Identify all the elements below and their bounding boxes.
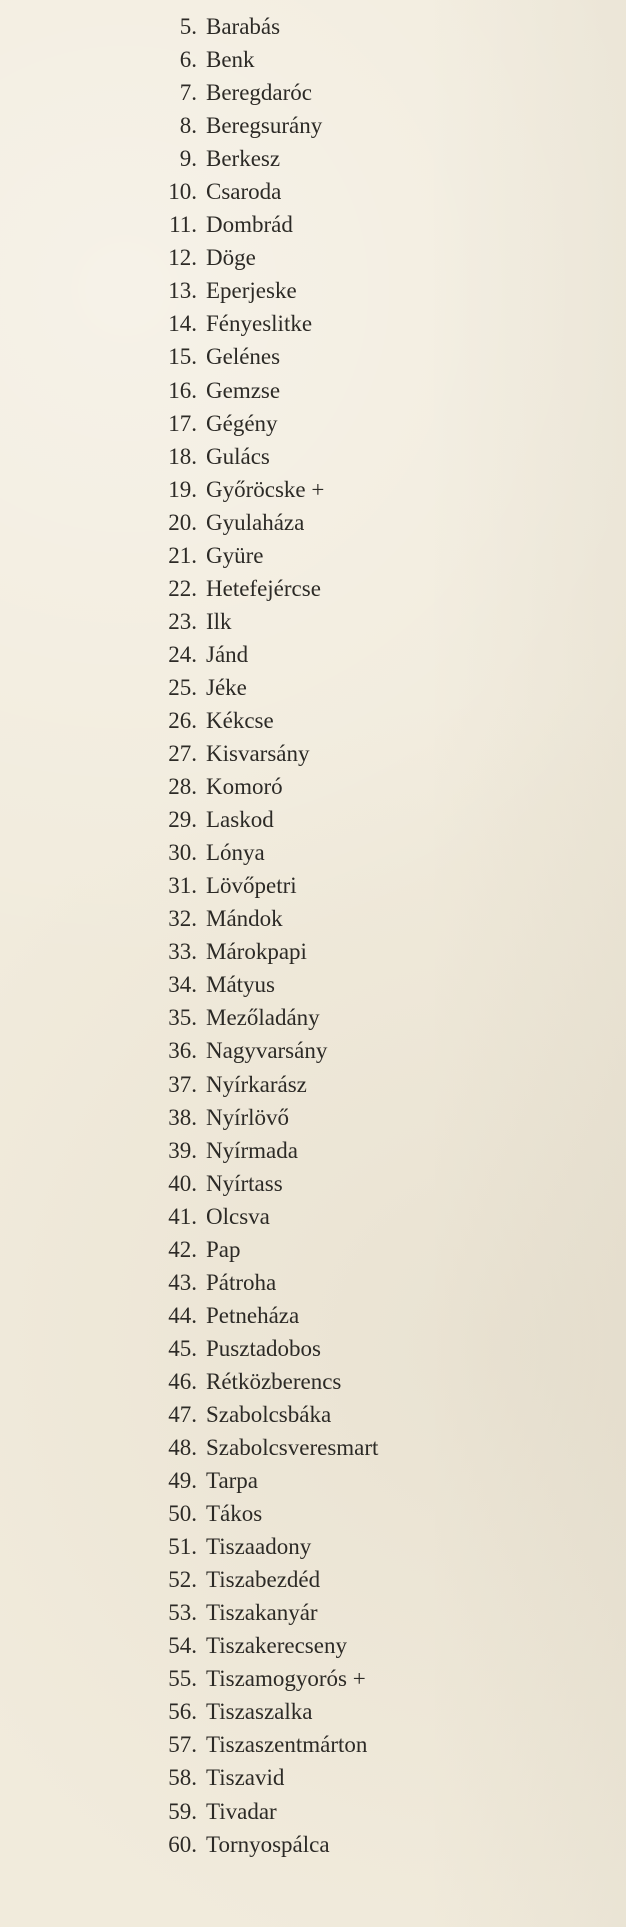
settlement-name: Lónya (206, 840, 265, 866)
item-number: 8. (179, 113, 197, 139)
list-item (0, 605, 378, 638)
item-number: 32. (168, 906, 197, 932)
settlement-name: Gyüre (206, 542, 264, 568)
settlement-name: Mezőladány (206, 1005, 320, 1031)
list-item (0, 1563, 378, 1596)
item-number: 46. (168, 1368, 197, 1394)
item-number: 37. (168, 1071, 197, 1097)
list-item (0, 1464, 378, 1497)
item-number: 23. (168, 608, 197, 634)
settlement-name: Tiszaszentmárton (206, 1732, 368, 1758)
list-item (0, 1761, 378, 1794)
item-number: 30. (168, 840, 197, 866)
item-number: 35. (168, 1005, 197, 1031)
settlement-name: Jéke (206, 674, 247, 700)
item-number: 13. (168, 278, 197, 304)
list-item (0, 1167, 378, 1200)
list-item (0, 1068, 378, 1101)
list-item (0, 902, 378, 935)
item-number: 51. (168, 1534, 197, 1560)
settlement-name: Dombrád (206, 212, 293, 238)
item-number: 18. (168, 443, 197, 469)
list-item (0, 1728, 378, 1761)
settlement-name: Tákos (206, 1501, 263, 1527)
list-item (0, 1662, 378, 1695)
item-number: 36. (168, 1038, 197, 1064)
settlement-name: Gégény (206, 410, 278, 436)
list-item (0, 836, 378, 869)
settlement-name: Barabás (206, 14, 281, 39)
list-item (0, 1365, 378, 1398)
list-item (0, 935, 378, 968)
item-number: 6. (179, 47, 197, 73)
list-item (0, 208, 378, 241)
list-item (0, 274, 378, 307)
settlement-name: Hetefejércse (206, 575, 321, 601)
settlement-name: Beregsurány (206, 113, 323, 139)
item-number: 21. (168, 542, 197, 568)
list-item (0, 1795, 378, 1828)
list-item (0, 175, 378, 208)
settlement-name: Ilk (206, 608, 232, 634)
settlement-name: Tiszakanyár (206, 1600, 318, 1626)
list-item (0, 1431, 378, 1464)
list-item (0, 10, 378, 43)
item-number: 56. (168, 1699, 197, 1725)
settlement-name: Laskod (206, 807, 274, 833)
list-item (0, 407, 378, 440)
item-number: 7. (179, 80, 197, 106)
list-item (0, 704, 378, 737)
item-number: 14. (168, 311, 197, 337)
item-number: 38. (168, 1104, 197, 1130)
item-number: 25. (168, 674, 197, 700)
item-number: 40. (168, 1170, 197, 1196)
list-item (0, 572, 378, 605)
list-item (0, 76, 378, 109)
list-item (0, 142, 378, 175)
item-number: 60. (168, 1831, 197, 1857)
list-item (0, 374, 378, 407)
item-number: 55. (168, 1666, 197, 1692)
settlement-name: Jánd (206, 641, 249, 667)
settlement-name: Csaroda (206, 179, 282, 205)
item-number: 31. (168, 873, 197, 899)
list-item (0, 506, 378, 539)
list-item (0, 638, 378, 671)
list-item (0, 43, 378, 76)
list-item (0, 1629, 378, 1662)
settlement-name: Márokpapi (206, 939, 307, 965)
list-item (0, 1001, 378, 1034)
list-item (0, 1134, 378, 1167)
item-number: 58. (168, 1765, 197, 1791)
item-number: 15. (168, 344, 197, 370)
settlement-name: Rétközberencs (206, 1368, 342, 1394)
settlement-name: Pátroha (206, 1269, 277, 1295)
settlement-name: Nyírkarász (206, 1071, 307, 1097)
item-number: 28. (168, 774, 197, 800)
list-item (0, 241, 378, 274)
settlement-name: Tiszabezdéd (206, 1567, 321, 1593)
settlement-name: Pap (206, 1236, 241, 1262)
settlement-name: Nyírlövő (206, 1104, 290, 1130)
item-number: 44. (168, 1302, 197, 1328)
settlement-name: Berkesz (206, 146, 281, 172)
item-number: 39. (168, 1137, 197, 1163)
item-number: 12. (168, 245, 197, 271)
settlement-name: Nyírmada (206, 1137, 298, 1163)
list-item (0, 737, 378, 770)
settlement-name: Beregdaróc (206, 80, 312, 106)
item-number: 48. (168, 1435, 197, 1461)
list-item (0, 1332, 378, 1365)
list-item (0, 1266, 378, 1299)
settlement-name: Mátyus (206, 972, 275, 998)
settlement-list (0, 10, 378, 1861)
settlement-name: Gelénes (206, 344, 281, 370)
settlement-name: Eperjeske (206, 278, 297, 304)
list-item (0, 1299, 378, 1332)
settlement-name: Gyulaháza (206, 509, 305, 535)
settlement-name: Tiszaszalka (206, 1699, 313, 1725)
list-item (0, 307, 378, 340)
settlement-name: Győröcske + (206, 476, 325, 502)
item-number: 47. (168, 1401, 197, 1427)
settlement-name: Olcsva (206, 1203, 270, 1229)
item-number: 16. (168, 377, 197, 403)
settlement-name: Kisvarsány (206, 741, 310, 767)
item-number: 33. (168, 939, 197, 965)
list-item (0, 770, 378, 803)
list-item (0, 1695, 378, 1728)
item-number: 50. (168, 1501, 197, 1527)
settlement-name: Benk (206, 47, 255, 73)
item-number: 20. (168, 509, 197, 535)
item-number: 19. (168, 476, 197, 502)
settlement-name: Döge (206, 245, 256, 271)
settlement-name: Tivadar (206, 1798, 277, 1824)
list-item (0, 803, 378, 836)
item-number: 45. (168, 1335, 197, 1361)
settlement-name: Szabolcsbáka (206, 1401, 332, 1427)
list-item (0, 869, 378, 902)
item-number: 17. (168, 410, 197, 436)
settlement-name: Tarpa (206, 1468, 259, 1494)
item-number: 9. (179, 146, 197, 172)
list-item (0, 539, 378, 572)
item-number: 22. (168, 575, 197, 601)
item-number: 41. (168, 1203, 197, 1229)
item-number: 11. (169, 212, 197, 238)
list-item (0, 440, 378, 473)
item-number: 49. (168, 1468, 197, 1494)
item-number: 24. (168, 641, 197, 667)
item-number: 34. (168, 972, 197, 998)
settlement-name: Gemzse (206, 377, 281, 403)
settlement-name: Pusztadobos (206, 1335, 321, 1361)
item-number: 54. (168, 1633, 197, 1659)
item-number: 57. (168, 1732, 197, 1758)
list-item (0, 1596, 378, 1629)
item-number: 27. (168, 741, 197, 767)
settlement-name: Gulács (206, 443, 270, 469)
settlement-name: Komoró (206, 774, 283, 800)
list-item (0, 1530, 378, 1563)
item-number: 52. (168, 1567, 197, 1593)
settlement-name: Tiszaadony (206, 1534, 312, 1560)
item-number: 53. (168, 1600, 197, 1626)
item-number: 26. (168, 707, 197, 733)
list-item (0, 1101, 378, 1134)
item-number: 43. (168, 1269, 197, 1295)
item-number: 42. (168, 1236, 197, 1262)
settlement-name: Fényeslitke (206, 311, 313, 337)
settlement-name: Tiszakerecseny (206, 1633, 347, 1659)
list-item (0, 1034, 378, 1067)
settlement-name: Tiszavid (206, 1765, 285, 1791)
settlement-name: Mándok (206, 906, 283, 932)
item-number: 5. (179, 14, 197, 39)
settlement-name: Szabolcsveresmart (206, 1435, 379, 1461)
list-item (0, 340, 378, 373)
settlement-name: Nagyvarsány (206, 1038, 328, 1064)
item-number: 29. (168, 807, 197, 833)
settlement-name: Tornyospálca (206, 1831, 330, 1857)
list-item (0, 1828, 378, 1861)
item-number: 10. (168, 179, 197, 205)
list-item (0, 1398, 378, 1431)
settlement-name: Nyírtass (206, 1170, 283, 1196)
settlement-name: Kékcse (206, 707, 274, 733)
list-item (0, 671, 378, 704)
settlement-name: Tiszamogyorós + (206, 1666, 366, 1692)
bleed-through-shade (426, 0, 626, 1927)
list-item (0, 1200, 378, 1233)
item-number: 59. (168, 1798, 197, 1824)
list-item (0, 968, 378, 1001)
settlement-name: Petneháza (206, 1302, 300, 1328)
list-item (0, 473, 378, 506)
list-item (0, 1497, 378, 1530)
list-item (0, 109, 378, 142)
settlement-name: Lövőpetri (206, 873, 297, 899)
list-item (0, 1233, 378, 1266)
